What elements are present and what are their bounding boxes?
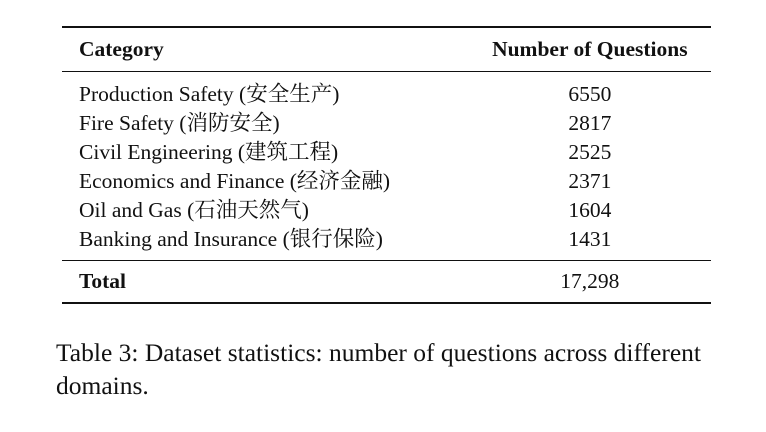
row-category: Production Safety (安全生产) xyxy=(79,82,340,106)
table-row xyxy=(62,167,711,196)
table-row xyxy=(62,109,711,138)
table-row xyxy=(62,72,711,110)
row-count: 1431 xyxy=(568,227,612,251)
row-count: 2525 xyxy=(568,140,612,164)
row-count: 2817 xyxy=(568,111,612,135)
table-row xyxy=(62,196,711,225)
table-row xyxy=(62,225,711,261)
table-caption: Table 3: Dataset statistics: number of questions across different domains. xyxy=(56,338,701,400)
row-category: Economics and Finance (经济金融) xyxy=(79,169,391,193)
header-number-of-questions: Number of Questions xyxy=(492,37,688,61)
table-header-row xyxy=(62,27,711,72)
dataset-statistics-table xyxy=(62,26,711,304)
row-count: 1604 xyxy=(568,198,612,222)
row-count: 6550 xyxy=(568,82,612,106)
row-count: 2371 xyxy=(568,169,612,193)
row-category: Civil Engineering (建筑工程) xyxy=(79,140,339,164)
header-category: Category xyxy=(79,37,164,61)
row-category: Banking and Insurance (银行保险) xyxy=(79,227,383,251)
total-count: 17,298 xyxy=(560,269,620,293)
total-row xyxy=(62,261,711,304)
table-row xyxy=(62,138,711,167)
dataset-statistics-table-container xyxy=(62,26,711,304)
row-category: Fire Safety (消防安全) xyxy=(79,111,280,135)
total-label: Total xyxy=(79,269,126,293)
row-category: Oil and Gas (石油天然气) xyxy=(79,198,309,222)
adjacent-column-cutoff xyxy=(758,0,766,432)
